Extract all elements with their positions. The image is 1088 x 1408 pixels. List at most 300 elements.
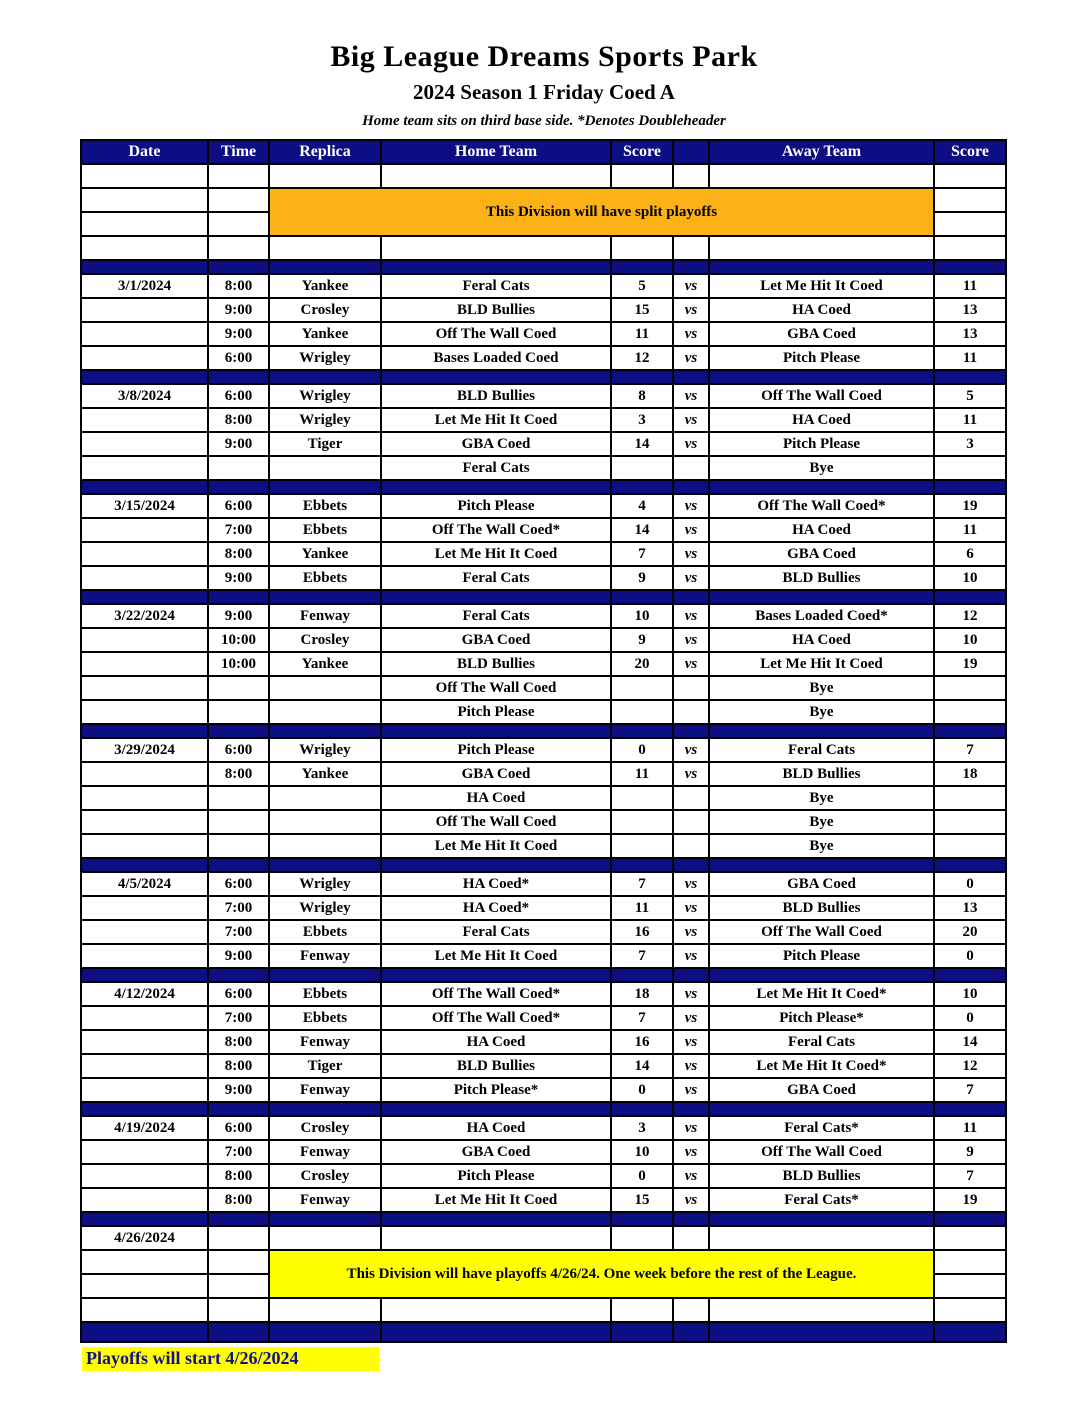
away-score-cell (934, 700, 1006, 724)
separator-cell (381, 1212, 611, 1226)
away-score-cell (934, 1226, 1006, 1250)
separator-cell (934, 968, 1006, 982)
date-cell (81, 542, 208, 566)
home-team-cell: Feral Cats (381, 274, 611, 298)
date-cell: 3/8/2024 (81, 384, 208, 408)
separator-cell (709, 858, 934, 872)
separator-cell (709, 480, 934, 494)
time-cell: 9:00 (208, 298, 269, 322)
home-team-cell: Off The Wall Coed (381, 676, 611, 700)
home-team-cell: GBA Coed (381, 432, 611, 456)
time-cell (208, 1250, 269, 1274)
away-team-cell: Bye (709, 834, 934, 858)
home-team-cell: Let Me Hit It Coed (381, 408, 611, 432)
date-cell (81, 432, 208, 456)
replica-cell: Ebbets (269, 1006, 381, 1030)
home-team-cell: Off The Wall Coed* (381, 518, 611, 542)
separator-cell (381, 968, 611, 982)
home-team-cell: GBA Coed (381, 628, 611, 652)
home-score-cell: 9 (611, 628, 673, 652)
replica-cell (269, 676, 381, 700)
home-team-cell: Pitch Please (381, 700, 611, 724)
away-score-cell (934, 164, 1006, 188)
home-team-cell: GBA Coed (381, 762, 611, 786)
game-row (81, 738, 1006, 762)
replica-cell (269, 456, 381, 480)
separator-cell (381, 1322, 611, 1342)
home-score-cell: 16 (611, 1030, 673, 1054)
vs-label: vs (673, 628, 709, 652)
separator-cell (709, 724, 934, 738)
col-header-vs (673, 140, 709, 164)
home-team-cell: HA Coed* (381, 896, 611, 920)
home-score-cell: 7 (611, 542, 673, 566)
separator-cell (81, 590, 208, 604)
date-cell (81, 1188, 208, 1212)
separator-cell (673, 260, 709, 274)
replica-cell: Crosley (269, 298, 381, 322)
separator-cell (673, 1212, 709, 1226)
vs-label (673, 1298, 709, 1322)
away-team-cell (709, 1298, 934, 1322)
separator-cell (81, 480, 208, 494)
separator-cell (269, 370, 381, 384)
time-cell: 9:00 (208, 322, 269, 346)
away-score-cell: 5 (934, 384, 1006, 408)
game-row (81, 1116, 1006, 1140)
home-team-cell: HA Coed (381, 1030, 611, 1054)
time-cell (208, 676, 269, 700)
vs-label: vs (673, 1054, 709, 1078)
away-team-cell: Bye (709, 810, 934, 834)
date-cell (81, 236, 208, 260)
home-score-cell (611, 164, 673, 188)
separator-cell (81, 724, 208, 738)
date-cell (81, 1140, 208, 1164)
date-cell (81, 786, 208, 810)
time-cell: 7:00 (208, 896, 269, 920)
game-row (81, 982, 1006, 1006)
away-score-cell: 7 (934, 738, 1006, 762)
separator-cell (673, 480, 709, 494)
home-score-cell: 3 (611, 408, 673, 432)
home-score-cell: 15 (611, 298, 673, 322)
time-cell (208, 700, 269, 724)
separator-cell (269, 724, 381, 738)
replica-cell: Yankee (269, 542, 381, 566)
separator-row (81, 260, 1006, 274)
vs-label: vs (673, 1140, 709, 1164)
separator-cell (81, 858, 208, 872)
separator-cell (709, 1102, 934, 1116)
home-team-cell: Pitch Please (381, 738, 611, 762)
replica-cell: Ebbets (269, 566, 381, 590)
game-row (81, 604, 1006, 628)
away-score-cell (934, 1250, 1006, 1274)
replica-cell (269, 1226, 381, 1250)
separator-cell (673, 590, 709, 604)
away-score-cell: 10 (934, 566, 1006, 590)
game-row (81, 518, 1006, 542)
home-team-cell: Let Me Hit It Coed (381, 542, 611, 566)
bye-row (81, 676, 1006, 700)
vs-label (673, 1226, 709, 1250)
separator-cell (934, 858, 1006, 872)
away-team-cell: BLD Bullies (709, 1164, 934, 1188)
vs-label: vs (673, 566, 709, 590)
game-row (81, 1188, 1006, 1212)
date-cell (81, 676, 208, 700)
home-team-cell: Pitch Please* (381, 1078, 611, 1102)
away-team-cell: Let Me Hit It Coed (709, 652, 934, 676)
home-score-cell: 11 (611, 896, 673, 920)
page-subtitle: 2024 Season 1 Friday Coed A (413, 80, 675, 104)
separator-cell (381, 1102, 611, 1116)
home-score-cell: 10 (611, 1140, 673, 1164)
vs-label: vs (673, 1078, 709, 1102)
time-cell: 6:00 (208, 384, 269, 408)
vs-label (673, 700, 709, 724)
replica-cell (269, 236, 381, 260)
split-playoffs-banner-row (81, 188, 1006, 212)
game-row (81, 322, 1006, 346)
date-cell: 4/5/2024 (81, 872, 208, 896)
time-cell: 9:00 (208, 1078, 269, 1102)
vs-label: vs (673, 652, 709, 676)
home-score-cell: 12 (611, 346, 673, 370)
away-team-cell: Feral Cats* (709, 1116, 934, 1140)
separator-cell (381, 260, 611, 274)
replica-cell (269, 834, 381, 858)
away-score-cell (934, 188, 1006, 212)
separator-cell (611, 1322, 673, 1342)
col-header-home-team: Home Team (381, 140, 611, 164)
away-score-cell: 19 (934, 1188, 1006, 1212)
time-cell: 8:00 (208, 1188, 269, 1212)
time-cell: 7:00 (208, 518, 269, 542)
time-cell: 9:00 (208, 604, 269, 628)
home-score-cell: 7 (611, 1006, 673, 1030)
home-team-cell: Off The Wall Coed* (381, 1006, 611, 1030)
game-row (81, 872, 1006, 896)
vs-label: vs (673, 1030, 709, 1054)
separator-cell (611, 590, 673, 604)
replica-cell: Wrigley (269, 384, 381, 408)
separator-cell (934, 260, 1006, 274)
away-score-cell: 11 (934, 1116, 1006, 1140)
replica-cell: Wrigley (269, 896, 381, 920)
home-score-cell (611, 1226, 673, 1250)
vs-label: vs (673, 384, 709, 408)
date-cell (81, 322, 208, 346)
date-cell (81, 212, 208, 236)
separator-cell (269, 1322, 381, 1342)
away-team-cell: GBA Coed (709, 542, 934, 566)
vs-label: vs (673, 872, 709, 896)
replica-cell: Fenway (269, 1030, 381, 1054)
date-cell (81, 920, 208, 944)
replica-cell (269, 164, 381, 188)
home-score-cell (611, 810, 673, 834)
separator-cell (673, 1322, 709, 1342)
vs-label: vs (673, 542, 709, 566)
time-cell (208, 212, 269, 236)
split-playoffs-banner: This Division will have split playoffs (269, 188, 934, 236)
separator-cell (381, 590, 611, 604)
home-score-cell: 7 (611, 872, 673, 896)
replica-cell: Yankee (269, 274, 381, 298)
vs-label (673, 164, 709, 188)
separator-cell (269, 968, 381, 982)
away-score-cell: 3 (934, 432, 1006, 456)
separator-cell (934, 1212, 1006, 1226)
separator-cell (81, 1102, 208, 1116)
separator-cell (269, 260, 381, 274)
col-header-away-team: Away Team (709, 140, 934, 164)
away-team-cell (709, 1226, 934, 1250)
home-team-cell: Feral Cats (381, 566, 611, 590)
separator-row (81, 1212, 1006, 1226)
time-cell: 7:00 (208, 1006, 269, 1030)
separator-cell (381, 370, 611, 384)
vs-label (673, 786, 709, 810)
home-team-cell: HA Coed (381, 1116, 611, 1140)
game-row (81, 628, 1006, 652)
home-team-cell: Let Me Hit It Coed (381, 834, 611, 858)
separator-cell (208, 1212, 269, 1226)
away-team-cell: Pitch Please* (709, 1006, 934, 1030)
time-cell: 8:00 (208, 1054, 269, 1078)
separator-cell (81, 1212, 208, 1226)
replica-cell: Ebbets (269, 982, 381, 1006)
home-team-cell: GBA Coed (381, 1140, 611, 1164)
separator-cell (208, 858, 269, 872)
vs-label: vs (673, 494, 709, 518)
bye-row (81, 456, 1006, 480)
away-team-cell: Pitch Please (709, 432, 934, 456)
away-team-cell: Bases Loaded Coed* (709, 604, 934, 628)
col-header-away-score: Score (934, 140, 1006, 164)
away-team-cell: Pitch Please (709, 944, 934, 968)
time-cell: 7:00 (208, 920, 269, 944)
date-cell (81, 164, 208, 188)
vs-label: vs (673, 322, 709, 346)
home-score-cell: 0 (611, 1164, 673, 1188)
date-cell (81, 810, 208, 834)
separator-cell (208, 1102, 269, 1116)
away-team-cell: Bye (709, 456, 934, 480)
away-score-cell: 9 (934, 1140, 1006, 1164)
game-row (81, 494, 1006, 518)
separator-cell (709, 590, 934, 604)
game-row (81, 542, 1006, 566)
away-score-cell (934, 676, 1006, 700)
date-cell (81, 408, 208, 432)
replica-cell: Tiger (269, 432, 381, 456)
home-team-cell: Pitch Please (381, 1164, 611, 1188)
bye-row (81, 786, 1006, 810)
empty-row (81, 236, 1006, 260)
game-row (81, 762, 1006, 786)
replica-cell: Yankee (269, 322, 381, 346)
separator-cell (709, 370, 934, 384)
home-score-cell: 14 (611, 1054, 673, 1078)
game-row (81, 1078, 1006, 1102)
time-cell: 9:00 (208, 944, 269, 968)
replica-cell (269, 700, 381, 724)
home-team-cell: Off The Wall Coed* (381, 982, 611, 1006)
time-cell (208, 834, 269, 858)
separator-cell (709, 968, 934, 982)
time-cell (208, 456, 269, 480)
separator-cell (81, 968, 208, 982)
separator-cell (709, 260, 934, 274)
time-cell: 7:00 (208, 1140, 269, 1164)
vs-label: vs (673, 1116, 709, 1140)
game-row (81, 384, 1006, 408)
col-header-home-score: Score (611, 140, 673, 164)
away-team-cell: Feral Cats* (709, 1188, 934, 1212)
home-team-cell: BLD Bullies (381, 298, 611, 322)
game-row (81, 896, 1006, 920)
time-cell: 6:00 (208, 494, 269, 518)
vs-label: vs (673, 944, 709, 968)
separator-cell (673, 1102, 709, 1116)
separator-cell (269, 858, 381, 872)
away-team-cell: Off The Wall Coed (709, 384, 934, 408)
home-team-cell (381, 236, 611, 260)
separator-cell (673, 370, 709, 384)
date-cell (81, 1250, 208, 1274)
home-team-cell (381, 164, 611, 188)
away-score-cell: 11 (934, 274, 1006, 298)
replica-cell (269, 786, 381, 810)
separator-cell (673, 968, 709, 982)
separator-cell (381, 480, 611, 494)
separator-cell (381, 858, 611, 872)
home-score-cell: 20 (611, 652, 673, 676)
separator-cell (611, 480, 673, 494)
vs-label: vs (673, 274, 709, 298)
away-score-cell: 12 (934, 1054, 1006, 1078)
date-cell (81, 944, 208, 968)
date-cell (81, 1006, 208, 1030)
time-cell (208, 236, 269, 260)
separator-cell (208, 968, 269, 982)
away-score-cell: 19 (934, 494, 1006, 518)
away-team-cell: GBA Coed (709, 322, 934, 346)
vs-label: vs (673, 738, 709, 762)
separator-row (81, 480, 1006, 494)
away-score-cell (934, 456, 1006, 480)
home-score-cell: 10 (611, 604, 673, 628)
separator-cell (381, 724, 611, 738)
time-cell (208, 1274, 269, 1298)
game-row (81, 652, 1006, 676)
away-team-cell: GBA Coed (709, 872, 934, 896)
home-team-cell: BLD Bullies (381, 384, 611, 408)
away-score-cell (934, 834, 1006, 858)
date-cell (81, 1164, 208, 1188)
separator-cell (269, 590, 381, 604)
away-score-cell (934, 212, 1006, 236)
time-cell (208, 810, 269, 834)
col-header-replica: Replica (269, 140, 381, 164)
home-score-cell: 18 (611, 982, 673, 1006)
time-cell: 10:00 (208, 628, 269, 652)
home-score-cell: 8 (611, 384, 673, 408)
replica-cell: Ebbets (269, 518, 381, 542)
separator-cell (934, 1322, 1006, 1342)
away-team-cell: GBA Coed (709, 1078, 934, 1102)
game-row (81, 1054, 1006, 1078)
empty-row (81, 164, 1006, 188)
home-team-cell: Off The Wall Coed (381, 810, 611, 834)
away-score-cell: 13 (934, 896, 1006, 920)
away-score-cell: 11 (934, 346, 1006, 370)
game-row (81, 566, 1006, 590)
game-row (81, 346, 1006, 370)
date-cell (81, 628, 208, 652)
home-score-cell (611, 786, 673, 810)
away-team-cell: Feral Cats (709, 1030, 934, 1054)
separator-row (81, 1102, 1006, 1116)
bye-row (81, 834, 1006, 858)
replica-cell: Wrigley (269, 738, 381, 762)
home-score-cell (611, 236, 673, 260)
game-row (81, 1006, 1006, 1030)
date-cell (81, 456, 208, 480)
separator-cell (208, 724, 269, 738)
date-cell: 3/22/2024 (81, 604, 208, 628)
vs-label: vs (673, 518, 709, 542)
away-team-cell: Bye (709, 700, 934, 724)
time-cell: 8:00 (208, 408, 269, 432)
away-score-cell: 11 (934, 518, 1006, 542)
time-cell: 6:00 (208, 1116, 269, 1140)
vs-label (673, 236, 709, 260)
replica-cell: Crosley (269, 1116, 381, 1140)
home-team-cell: Off The Wall Coed (381, 322, 611, 346)
date-cell (81, 762, 208, 786)
time-cell (208, 786, 269, 810)
away-team-cell: Feral Cats (709, 738, 934, 762)
home-score-cell (611, 676, 673, 700)
vs-label (673, 834, 709, 858)
separator-cell (269, 480, 381, 494)
vs-label (673, 456, 709, 480)
time-cell: 8:00 (208, 274, 269, 298)
time-cell: 8:00 (208, 1164, 269, 1188)
date-cell (81, 834, 208, 858)
playoffs-banner-row (81, 1250, 1006, 1274)
date-cell: 4/19/2024 (81, 1116, 208, 1140)
separator-cell (611, 968, 673, 982)
date-cell (81, 1298, 208, 1322)
away-team-cell: Bye (709, 786, 934, 810)
home-team-note: Home team sits on third base side. *Denotes Doubleheader (362, 113, 726, 129)
vs-label: vs (673, 762, 709, 786)
home-score-cell: 3 (611, 1116, 673, 1140)
home-score-cell: 14 (611, 432, 673, 456)
away-team-cell: Bye (709, 676, 934, 700)
vs-label: vs (673, 1164, 709, 1188)
away-team-cell: Off The Wall Coed (709, 1140, 934, 1164)
separator-cell (934, 480, 1006, 494)
away-team-cell: HA Coed (709, 628, 934, 652)
playoffs-banner: This Division will have playoffs 4/26/24. One week before the rest of the League. (269, 1250, 934, 1298)
away-score-cell: 20 (934, 920, 1006, 944)
